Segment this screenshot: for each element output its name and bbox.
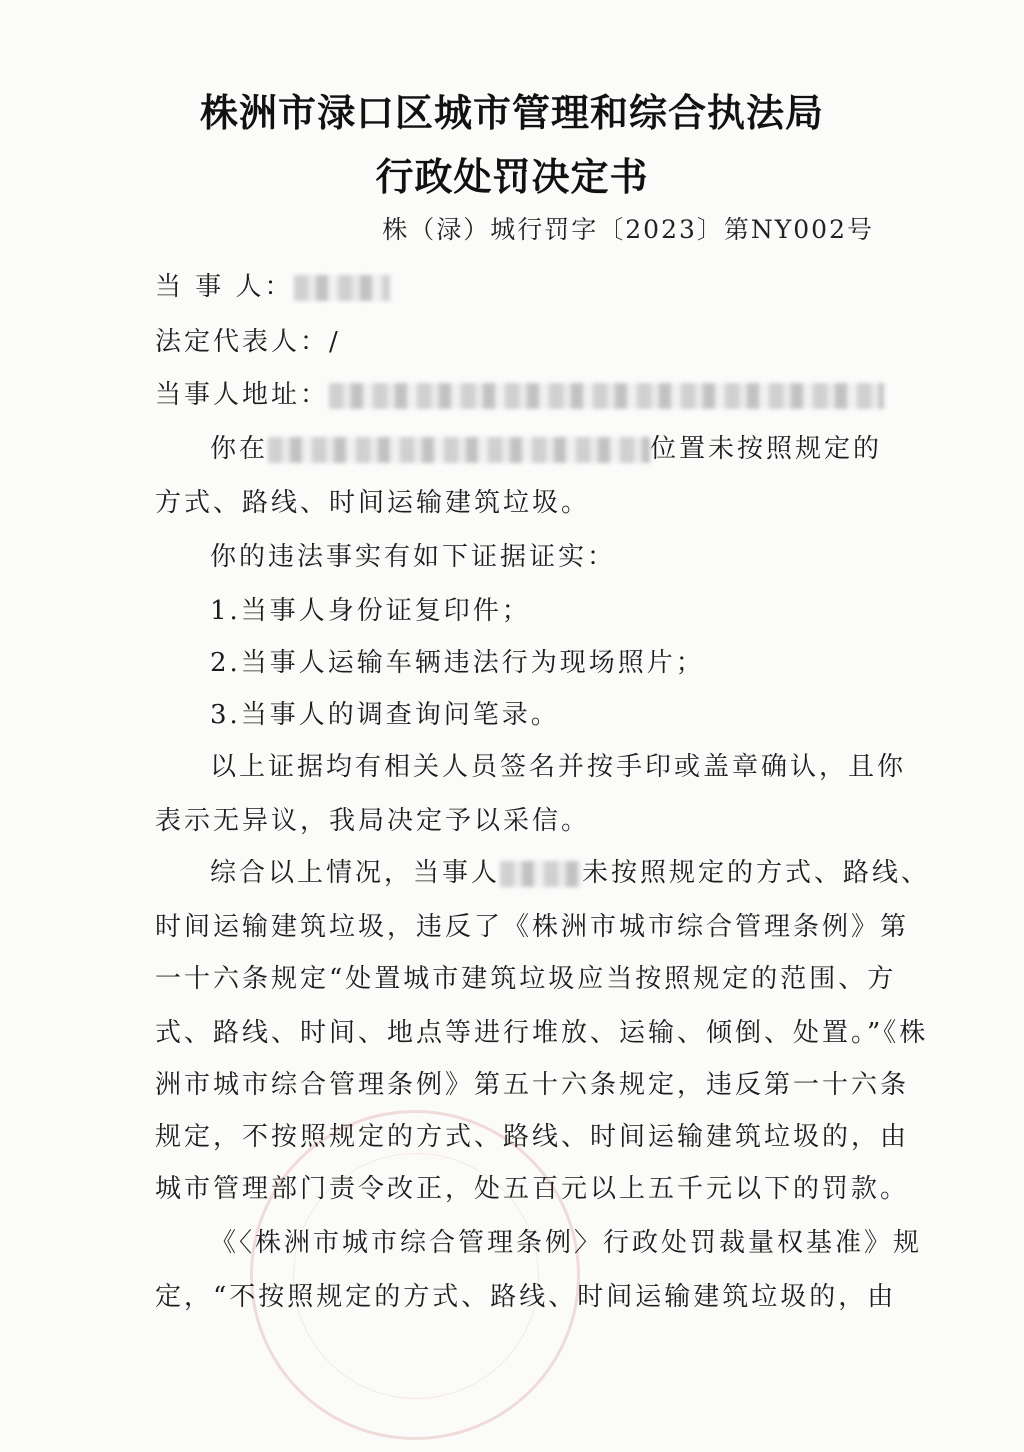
evidence-item-3: 3.当事人的调查询问笔录。 bbox=[210, 700, 560, 730]
redacted-party-name bbox=[294, 275, 390, 301]
summary-text-end: 未按照规定的方式、路线、 bbox=[582, 858, 931, 888]
evidence-intro: 你的违法事实有如下证据证实： bbox=[210, 542, 617, 572]
discretion-standard-line-2: 定，“不按照规定的方式、路线、时间运输建筑垃圾的，由 bbox=[155, 1282, 897, 1312]
discretion-standard-line-1: 《〈株洲市城市综合管理条例〉行政处罚裁量权基准》规 bbox=[210, 1228, 923, 1258]
summary-line-5: 洲市城市综合管理条例》第五十六条规定，违反第一十六条 bbox=[155, 1070, 910, 1100]
summary-line-6: 规定，不按照规定的方式、路线、时间运输建筑垃圾的，由 bbox=[155, 1122, 910, 1152]
evidence-item-1: 1.当事人身份证复印件； bbox=[210, 596, 531, 626]
summary-line-3: 一十六条规定“处置城市建筑垃圾应当按照规定的范围、方 bbox=[155, 964, 897, 994]
party-name-label: 当 事 人： bbox=[155, 272, 294, 302]
document-number: 株（渌）城行罚字〔2023〕第NY002号 bbox=[382, 215, 874, 244]
party-name-line bbox=[155, 266, 875, 303]
legal-representative-line: 法定代表人：/ bbox=[155, 327, 341, 357]
party-address-label: 当事人地址： bbox=[155, 380, 330, 410]
evidence-confirmation-line-2: 表示无异议，我局决定予以采信。 bbox=[155, 806, 591, 836]
violation-text-start: 你在 bbox=[210, 434, 269, 464]
violation-text-end: 位置未按照规定的 bbox=[650, 434, 883, 464]
summary-line-2: 时间运输建筑垃圾，违反了《株洲市城市综合管理条例》第 bbox=[155, 912, 910, 942]
redacted-location bbox=[268, 437, 650, 463]
document-title-agency: 株洲市渌口区城市管理和综合执法局 bbox=[199, 90, 824, 135]
violation-location-line bbox=[210, 428, 883, 465]
redacted-party-name-2 bbox=[500, 861, 582, 887]
document-title-type: 行政处罚决定书 bbox=[375, 154, 649, 199]
summary-line-4: 式、路线、时间、地点等进行堆放、运输、倾倒、处置。”《株 bbox=[155, 1018, 929, 1048]
evidence-item-2: 2.当事人运输车辆违法行为现场照片； bbox=[210, 648, 705, 678]
summary-text-start: 综合以上情况，当事人 bbox=[210, 858, 501, 888]
party-address-line bbox=[155, 374, 875, 411]
summary-line-1 bbox=[210, 852, 931, 889]
redacted-party-address bbox=[329, 383, 884, 409]
violation-description: 方式、路线、时间运输建筑垃圾。 bbox=[155, 488, 591, 518]
official-seal bbox=[250, 1110, 580, 1440]
evidence-confirmation-line-1: 以上证据均有相关人员签名并按手印或盖章确认，且你 bbox=[210, 752, 907, 782]
summary-line-7: 城市管理部门责令改正，处五百元以上五千元以下的罚款。 bbox=[155, 1174, 910, 1204]
